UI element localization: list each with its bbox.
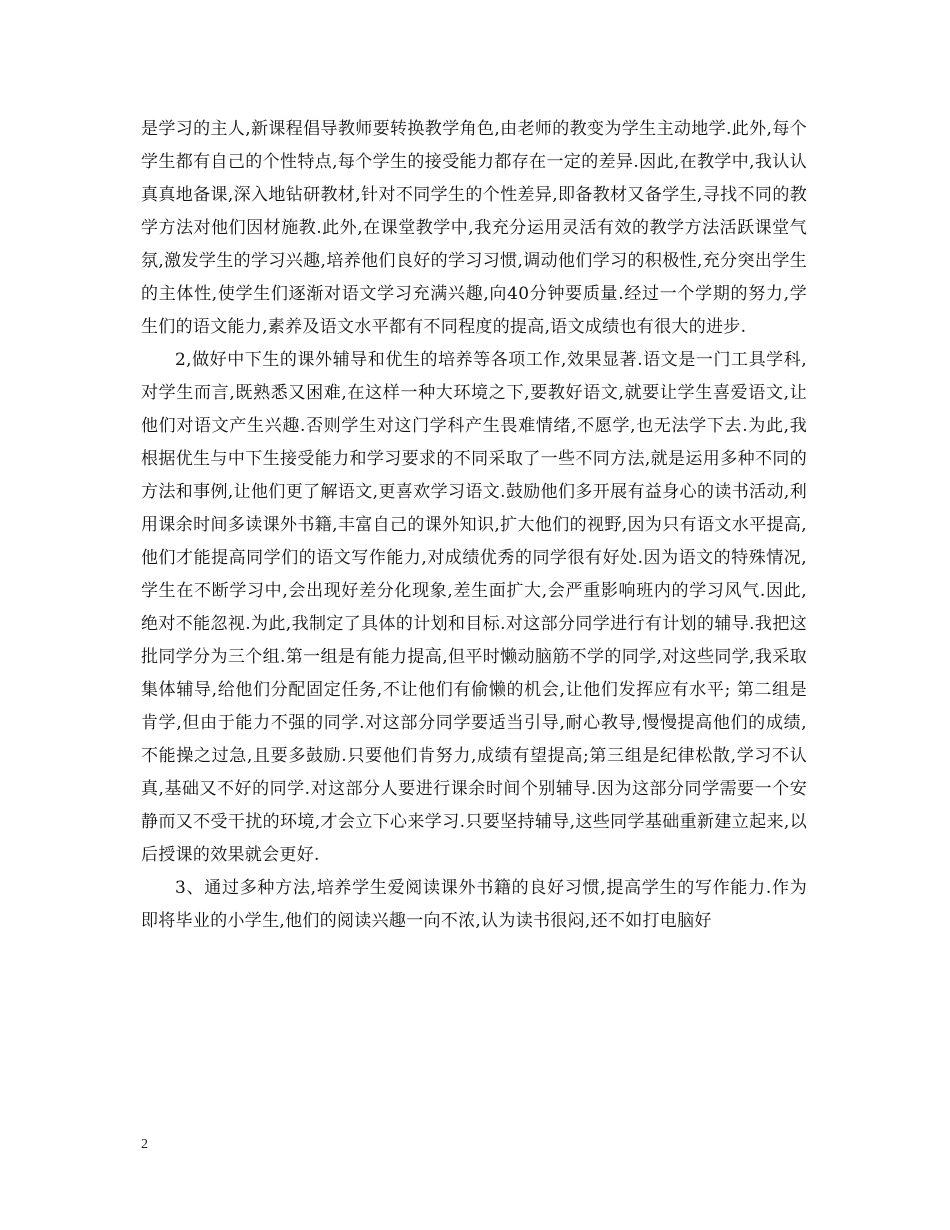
paragraph-3: 3、通过多种方法,培养学生爱阅读课外书籍的良好习惯,提高学生的写作能力.作为即将毕业的小学生,他们的阅读兴趣一向不浓,认为读书很闷,还不如打电脑好 — [141, 878, 807, 931]
paragraph-1: 是学习的主人,新课程倡导教师要转换教学角色,由老师的教变为学生主动地学.此外,每个学生都有自己的个性特点,每个学生的接受能力都存在一定的差异.因此,在教学中,我认认真真地备课,深入地钻研教材,针对不同学生的个性差异,即备教材又备学生,寻找不同的教学方法对他们因材施教.此外,在课堂教学中,我充分运用灵活有效的教学方法活跃课堂气氛,激发学生的学习兴趣,培养他们良好的学习习惯,调动他们学习的积极性,充分突出学生的主体性,使学生们逐渐对语文学习充满兴趣,向40分钟要质量.经过一个学期的努力,学生们的语文能力,素养及语文水平都有不同程度的提高,语文成绩也有很大的进步. — [141, 119, 807, 337]
paragraph-2: 2,做好中下生的课外辅导和优生的培养等各项工作,效果显著.语文是一门工具学科,对学生而言,既熟悉又困难,在这样一种大环境之下,要教好语文,就要让学生喜爱语文,让他们对语文产生兴趣.否则学生对这门学科产生畏难情绪,不愿学,也无法学下去.为此,我根据优生与中下生接受能力和学习要求的不同采取了一些不同方法,就是运用多种不同的方法和事例,让他们更了解语文,更喜欢学习语文.鼓励他们多开展有益身心的读书活动,利用课余时间多读课外书籍,丰富自己的课外知识,扩大他们的视野,因为只有语文水平提高,他们才能提高同学们的语文写作能力,对成绩优秀的同学很有好处.因为语文的特殊情况,学生在不断学习中,会出现好差分化现象,差生面扩大,会严重影响班内的学习风气.因此,绝对不能忽视.为此,我制定了具体的计划和目标.对这部分同学进行有计划的辅导.我把这批同学分为三个组.第一组是有能力提高,但平时懒动脑筋不学的同学,对这些同学,我采取集体辅导,给他们分配固定任务,不让他们有偷懒的机会,让他们发挥应有水平; 第二组是肯学,但由于能力不强的同学.对这部分同学要适当引导,耐心教导,慢慢提高他们的成绩,不能操之过急,且要多鼓励.只要他们肯努力,成绩有望提高;第三组是纪律松散,学习不认真,基础又不好的同学.对这部分人要进行课余时间个别辅导.因为这部分同学需要一个安静而又不受干扰的环境,才会立下心来学习.只要坚持辅导,这些同学基础重新建立起来,以后授课的效果就会更好. — [141, 350, 807, 865]
page-number: 2 — [141, 1137, 148, 1152]
body-text — [141, 113, 807, 938]
